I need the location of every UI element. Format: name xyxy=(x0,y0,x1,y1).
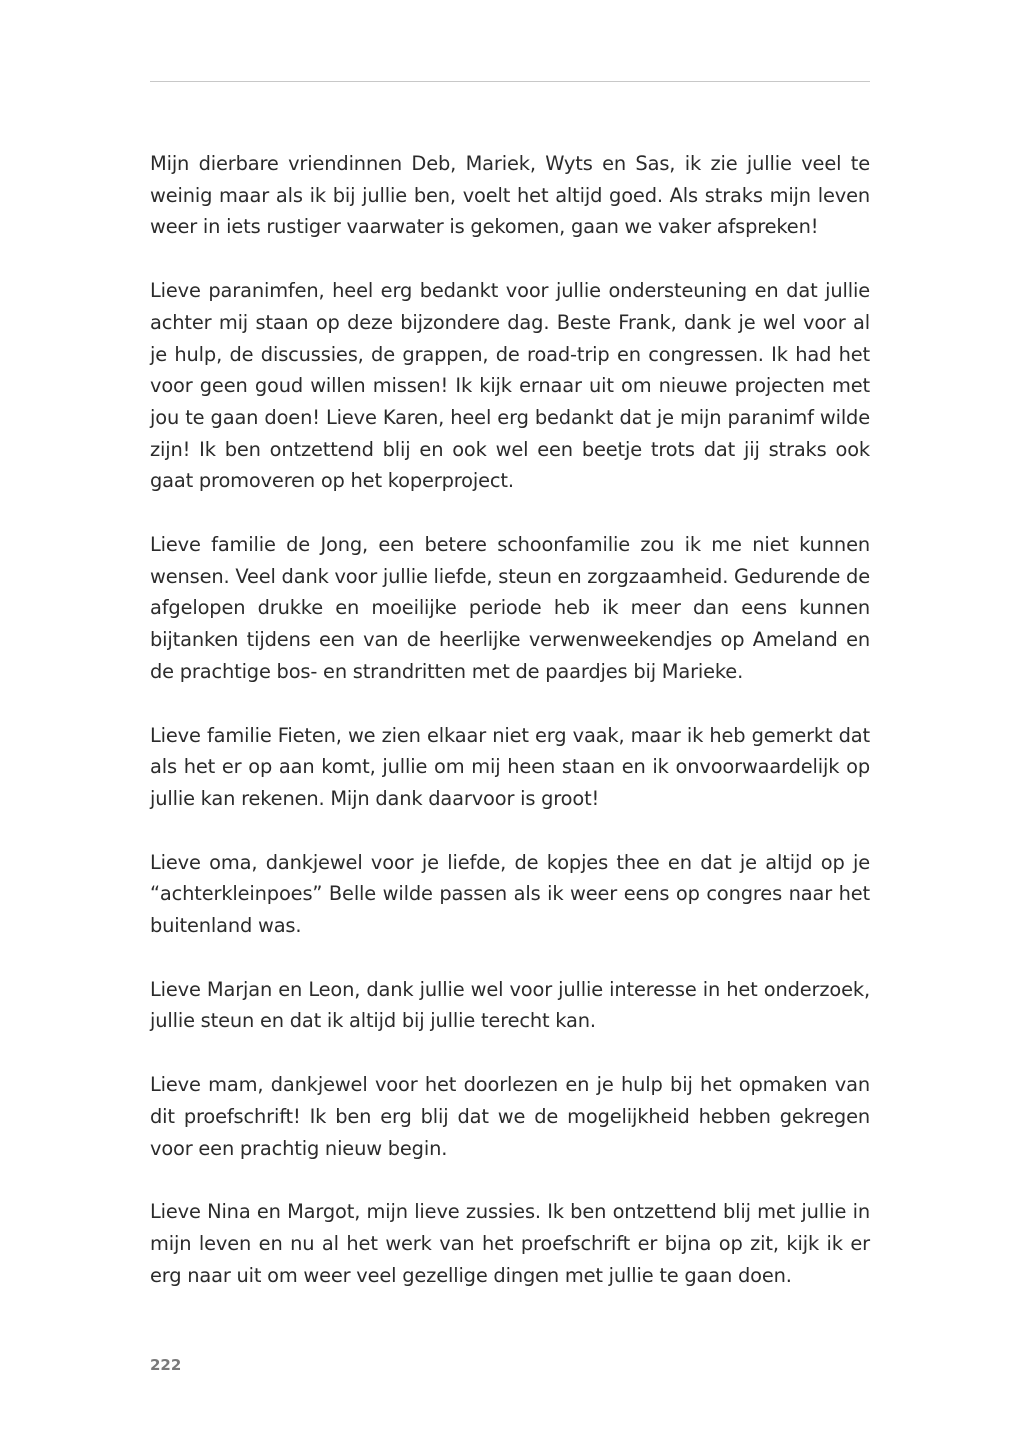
page-number: 222 xyxy=(150,1356,182,1374)
paragraph-paranimfen: Lieve paranimfen, heel erg bedankt voor jullie ondersteuning en dat jullie achter mij staan op deze bijzondere dag. Beste Frank, dank je wel voor al je hulp, de discussies, de grappen, de road-trip en congressen. Ik had het voor geen goud willen missen! Ik kijk ernaar uit om nieuwe projecten met jou te gaan doen! Lieve Karen, heel erg bedankt dat je mijn paranimf wilde zijn! Ik ben ontzettend blij en ook wel een beetje trots dat jij straks ook gaat promoveren op het koperproject. xyxy=(150,279,870,493)
acknowledgements-text xyxy=(150,148,870,1323)
paragraph-marjan-leon: Lieve Marjan en Leon, dank jullie wel voor jullie interesse in het onderzoek, jullie steun en dat ik altijd bij jullie terecht kan. xyxy=(150,977,870,1033)
header-rule xyxy=(150,81,870,82)
paragraph-oma: Lieve oma, dankjewel voor je liefde, de kopjes thee en dat je altijd op je “achterkleinpoes” Belle wilde passen als ik weer eens op congres naar het buitenland was. xyxy=(150,850,870,938)
paragraph-friends: Mijn dierbare vriendinnen Deb, Mariek, Wyts en Sas, ik zie jullie veel te weinig maar als ik bij jullie ben, voelt het altijd goed. Als straks mijn leven weer in iets rustiger vaarwater is gekomen, gaan we vaker afspreken! xyxy=(150,152,870,239)
paragraph-mam: Lieve mam, dankjewel voor het doorlezen en je hulp bij het opmaken van dit proefschrift! Ik ben erg blij dat we de mogelijkheid hebben gekregen voor een prachtig nieuw begin. xyxy=(150,1073,870,1160)
paragraph-nina-margot: Lieve Nina en Margot, mijn lieve zussies. Ik ben ontzettend blij met jullie in mijn leven en nu al het werk van het proefschrift er bijna op zit, kijk ik er erg naar uit om weer veel gezellige dingen met jullie te gaan doen. xyxy=(150,1200,870,1287)
paragraph-familie-de-jong: Lieve familie de Jong, een betere schoonfamilie zou ik me niet kunnen wensen. Veel dank voor jullie liefde, steun en zorgzaamheid. Gedurende de afgelopen drukke en moeilijke periode heb ik meer dan eens kunnen bijtanken tijdens een van de heerlijke verwenweekendjes op Ameland en de prachtige bos- en strandritten met de paardjes bij Marieke. xyxy=(150,533,870,683)
paragraph-familie-fieten: Lieve familie Fieten, we zien elkaar niet erg vaak, maar ik heb gemerkt dat als het er op aan komt, jullie om mij heen staan en ik onvoorwaardelijk op jullie kan rekenen. Mijn dank daarvoor is groot! xyxy=(150,723,870,810)
